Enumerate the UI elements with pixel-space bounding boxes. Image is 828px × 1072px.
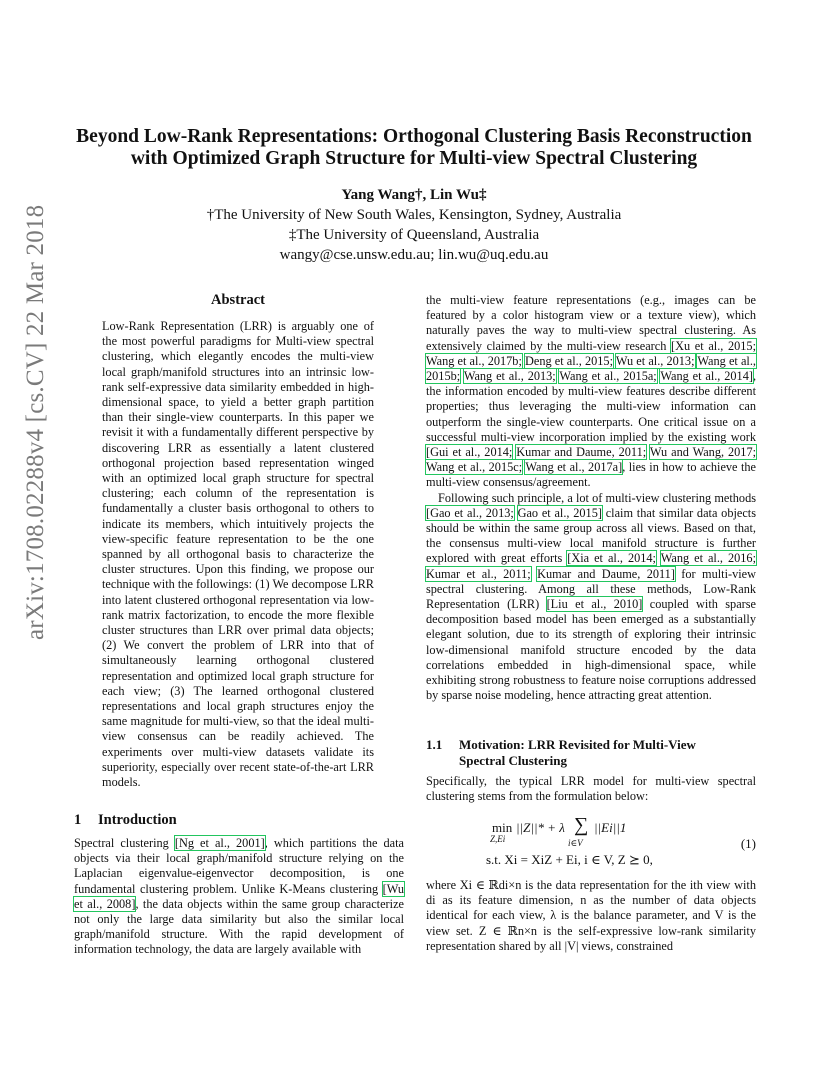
citation-link[interactable]: [Wu et al., 2008] bbox=[74, 881, 404, 911]
intro-text: Spectral clustering bbox=[74, 836, 175, 850]
equation-nuclear-norm-term: ||Z||* + λ bbox=[516, 820, 565, 835]
citation-link[interactable]: [Gui et al., 2014; bbox=[426, 445, 513, 460]
citation-link[interactable]: Wu et al., 2013; bbox=[615, 353, 695, 368]
subsection-title-line-2: Spectral Clustering bbox=[459, 753, 567, 768]
affiliation-2: ‡The University of Queensland, Australia bbox=[288, 227, 540, 243]
subsection-number: 1.1 bbox=[426, 737, 443, 752]
paragraph-text: coupled with sparse decomposition based model has been emerged as a substantially elegant solution, due to its strength of exploring their intrinsic low-dimensional manifold structure encoded by the data correlations embedded in high-dimensional space, while exhibiting strong robustness to feature noise corruptions addressed by sparse noise modeling, hence attracting great attention. bbox=[426, 597, 756, 703]
citation-link[interactable]: [Xu et al., 2015; bbox=[671, 338, 756, 353]
citation-link[interactable]: Wang et al., 2017a] bbox=[525, 460, 623, 475]
citation-link[interactable]: Wang et al., 2013; bbox=[463, 369, 556, 384]
citation-link[interactable]: Wang et al., 2015c; bbox=[426, 460, 523, 475]
paragraph-text: the multi-view feature representations (e.g., images can be featured by a color histogram view or a texture view), which naturally paves the way to multi-view spectral clustering. As extensively claimed by the multi-view research bbox=[426, 293, 756, 353]
citation-link[interactable]: [Gao et al., 2013; bbox=[426, 505, 514, 520]
right-column-text bbox=[426, 293, 756, 703]
space bbox=[514, 506, 518, 520]
authors: Yang Wang†, Lin Wu‡ bbox=[341, 187, 487, 203]
title-line-1: Beyond Low-Rank Representations: Orthogonal Clustering Basis Reconstruction bbox=[76, 126, 752, 147]
citation-link[interactable]: [Ng et al., 2001] bbox=[174, 836, 265, 850]
intro-text: , the data objects within the same group characterize not only the large data similarity but also the similar local graph/manifold structure. With the rapid development of information technology, the data are largely available with bbox=[74, 896, 404, 957]
right-paragraph-2 bbox=[426, 491, 756, 704]
citation-link[interactable]: Wang et al., 2016; bbox=[660, 551, 756, 566]
paragraph-text: , lies in how to achieve the multi-view consensus/agreement. bbox=[426, 460, 756, 490]
equation-1 bbox=[426, 814, 756, 874]
abstract-text: Low-Rank Representation (LRR) is arguably one of the most powerful paradigms for Multi-view spectral clustering, which elegantly encodes the multi-view local graph/manifold structures into an intrinsic low-rank self-expressive data similarity embedded in high-dimensional space, to yield a better graph partition than their single-view counterparts. In this paper we revisit it with a fundamentally different perspective by discovering LRR as essentially a latent clustered orthogonal projection based representation winged with an optimized local graph structure for spectral clustering; each column of the representation is fundamentally a cluster basis orthogonal to others to indicate its members, which intuitively projects the view-specific feature representation to be the one spanned by all orthogonal basis to characterize the cluster structures. Upon this finding, we propose our technique with the followings: (1) We decompose LRR into latent clustered orthogonal representation via low-rank matrix factorization, to encode the more flexible cluster structures than LRR over primal data objects; (2) We convert the problem of LRR into that of simultaneously learning orthogonal clustered representation and optimized local graph structure for each view; (3) The learned orthogonal clustered representations and local graph structures enjoy the same magnitude for multi-view, so that the ideal multi-view consensus can be readily achieved. The experiments over multi-view datasets validate its superiority, especially over recent state-of-the-art LRR models. bbox=[102, 319, 374, 790]
equation-constraint: s.t. Xi = XiZ + Ei, i ∈ V, Z ⪰ 0, bbox=[486, 852, 653, 867]
introduction-text bbox=[74, 836, 404, 958]
motivation-text: Specifically, the typical LRR model for multi-view spectral clustering stems from the formulation below: bbox=[426, 774, 756, 804]
citation-link[interactable]: Wang et al., 2015a; bbox=[559, 369, 657, 384]
subsection-1-1-heading bbox=[426, 737, 756, 769]
paragraph-text: for multi-view spectral clustering. Among all these methods, Low-Rank Representation (LRR) bbox=[426, 566, 756, 612]
citation-link[interactable]: Gao et al., 2015] bbox=[517, 505, 602, 520]
citation-link[interactable]: Kumar and Daume, 2011; bbox=[516, 445, 647, 460]
equation-explanation-text: where Xi ∈ ℝdi×n is the data representation for the ith view with di as its feature dimension, n as the number of data objects identical for each view, λ is the balance parameter, and V is the view set. Z ∈ ℝn×n is the self-expressive low-rank similarity representation shared by all |V| views, constrained bbox=[426, 878, 756, 953]
right-paragraph-1 bbox=[426, 293, 756, 491]
citation-link[interactable]: Wang et al., 2014] bbox=[660, 369, 753, 384]
equation-l1-term: ||Ei||1 bbox=[594, 820, 627, 835]
citation-link[interactable]: [Liu et al., 2010] bbox=[546, 597, 643, 612]
citation-link[interactable]: Kumar et al., 2011; bbox=[426, 566, 531, 581]
abstract-heading: Abstract bbox=[211, 292, 265, 308]
affiliation-1: †The University of New South Wales, Kensington, Sydney, Australia bbox=[206, 207, 622, 223]
citation-link[interactable]: Wang et al., 2017b; bbox=[426, 353, 522, 368]
title-line-2: with Optimized Graph Structure for Multi-view Spectral Clustering bbox=[130, 148, 698, 169]
subsection-title-line-1: Motivation: LRR Revisited for Multi-View bbox=[459, 737, 696, 752]
section-number: 1 bbox=[74, 812, 82, 828]
citation-link[interactable]: Deng et al., 2015; bbox=[525, 353, 613, 368]
equation-min-operator: min bbox=[492, 820, 513, 835]
equation-min-subscript: Z,Ei bbox=[490, 834, 506, 844]
intro-text: , which partitions the data objects via their local graph/manifold structure relying on the Laplacian eigenvalue-eigenvector decomposition, is one fundamental clustering problem. Unlike K-Means clustering bbox=[74, 836, 404, 896]
author-emails: wangy@cse.unsw.edu.au; lin.wu@uq.edu.au bbox=[279, 247, 549, 263]
equation-sum-symbol: ∑ bbox=[574, 814, 589, 836]
paragraph-text: Following such principle, a lot of multi-view clustering methods bbox=[438, 490, 756, 505]
paragraph-text: , the information encoded by multi-view features describe different properties; thus leveraging the multi-view information can outperform the single-view counterparts. One critical issue on a successful multi-view incorporation implied by the existing work bbox=[426, 369, 757, 444]
citation-link[interactable]: Wu and Wang, 2017; bbox=[649, 445, 757, 460]
paragraph-text: claim that similar data objects should be within the same group across all views. Based on that, the consensus multi-view local manifold structure is further explored with great efforts bbox=[426, 505, 757, 566]
citation-link[interactable]: Wang et al., 2015b; bbox=[426, 353, 756, 384]
equation-sum-subscript: i∈V bbox=[568, 838, 583, 848]
citation-link[interactable]: Kumar and Daume, 2011] bbox=[537, 566, 675, 581]
section-1-heading bbox=[74, 812, 404, 829]
citation-link[interactable]: [Xia et al., 2014; bbox=[567, 551, 656, 566]
equation-number: (1) bbox=[740, 836, 756, 851]
section-title: Introduction bbox=[98, 812, 177, 828]
arxiv-identifier: arXiv:1708.02288v4 [cs.CV] 22 Mar 2018 bbox=[22, 204, 49, 640]
paper-title bbox=[60, 126, 768, 170]
